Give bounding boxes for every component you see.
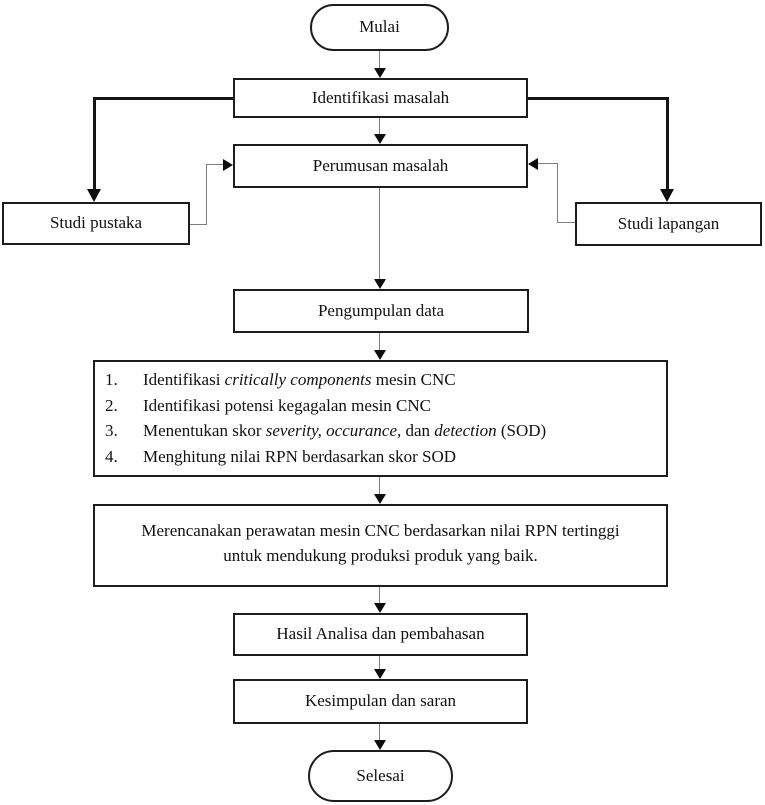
- step-number: 1.: [105, 370, 118, 389]
- arrowhead-left-icon: [528, 158, 538, 170]
- connector-kesimpulan-to-selesai: [379, 724, 380, 740]
- arrowhead-right-icon: [223, 159, 233, 171]
- arrowhead-down-icon: [374, 740, 386, 750]
- step-number: 4.: [105, 446, 118, 466]
- perencanaan-line-1: Merencanakan perawatan mesin CNC berdasarkan nilai RPN tertinggi: [141, 521, 620, 540]
- connector-mulai-to-identifikasi: [379, 51, 380, 68]
- step-number: 3.: [105, 421, 118, 441]
- node-mulai: [310, 4, 449, 51]
- node-mulai-label: Mulai: [359, 17, 400, 37]
- arrowhead-down-icon: [87, 189, 101, 202]
- arrowhead-down-icon: [374, 68, 386, 78]
- node-kesimpulan: [233, 679, 528, 724]
- node-perumusan-masalah: [233, 144, 528, 188]
- step-text: Identifikasi critically components mesin CNC: [143, 370, 456, 389]
- node-pengumpulan-data-label: Pengumpulan data: [317, 300, 445, 320]
- step-text: Menentukan skor severity, occurance, dan detection (SOD): [143, 421, 547, 441]
- connector-identifikasi-to-studi-lapangan-h: [528, 97, 668, 100]
- node-hasil-analisa-label: Hasil Analisa dan pembahasan: [276, 624, 485, 644]
- connector-studi-pustaka-to-perumusan-v: [206, 164, 207, 225]
- perencanaan-line-2: untuk mendukung produksi produk yang baik.: [223, 546, 538, 565]
- connector-identifikasi-to-perumusan: [379, 118, 380, 134]
- step-item-3: [105, 418, 656, 444]
- connector-studi-lapangan-to-perumusan-v: [557, 163, 558, 223]
- connector-studi-pustaka-to-perumusan-h1: [190, 224, 207, 225]
- node-perumusan-masalah-label: Perumusan masalah: [312, 155, 449, 175]
- node-studi-lapangan-label: Studi lapangan: [617, 213, 720, 233]
- step-item-2: [105, 393, 656, 419]
- node-studi-pustaka-label: Studi pustaka: [49, 213, 143, 233]
- node-studi-lapangan: [575, 202, 762, 246]
- node-selesai-label: Selesai: [356, 765, 405, 785]
- arrowhead-down-icon: [374, 350, 386, 360]
- connector-identifikasi-to-studi-lapangan-v: [666, 97, 669, 189]
- node-perencanaan-perawatan: [93, 504, 668, 587]
- node-identifikasi-masalah: [233, 78, 528, 118]
- node-hasil-analisa: [233, 613, 528, 656]
- connector-studi-lapangan-to-perumusan-h2: [538, 163, 558, 164]
- step-item-4: [105, 444, 656, 470]
- node-pengumpulan-data: [233, 289, 529, 333]
- arrowhead-down-icon: [374, 669, 386, 679]
- arrowhead-down-icon: [374, 134, 386, 144]
- step-text: Identifikasi potensi kegagalan mesin CNC: [143, 395, 431, 415]
- node-identifikasi-masalah-label: Identifikasi masalah: [311, 87, 450, 107]
- node-langkah-analisis: [93, 360, 668, 477]
- step-text: Menghitung nilai RPN berdasarkan skor SOD: [143, 446, 457, 466]
- step-item-1: [105, 367, 656, 393]
- arrowhead-down-icon: [374, 494, 386, 504]
- connector-langkah-to-perencanaan: [379, 477, 380, 494]
- step-number: 2.: [105, 395, 118, 415]
- node-studi-pustaka: [2, 202, 190, 245]
- node-kesimpulan-label: Kesimpulan dan saran: [304, 691, 457, 711]
- connector-identifikasi-to-studi-pustaka-h: [95, 97, 233, 100]
- arrowhead-down-icon: [374, 279, 386, 289]
- connector-perumusan-to-pengumpulan: [379, 188, 380, 279]
- arrowhead-down-icon: [374, 603, 386, 613]
- connector-hasil-to-kesimpulan: [379, 656, 380, 669]
- connector-identifikasi-to-studi-pustaka-v: [93, 97, 96, 189]
- connector-studi-lapangan-to-perumusan-h1: [558, 222, 575, 223]
- connector-perencanaan-to-hasil: [379, 587, 380, 603]
- arrowhead-down-icon: [660, 189, 674, 202]
- node-selesai: [308, 750, 453, 802]
- connector-studi-pustaka-to-perumusan-h2: [206, 164, 223, 165]
- connector-pengumpulan-to-langkah: [379, 333, 380, 350]
